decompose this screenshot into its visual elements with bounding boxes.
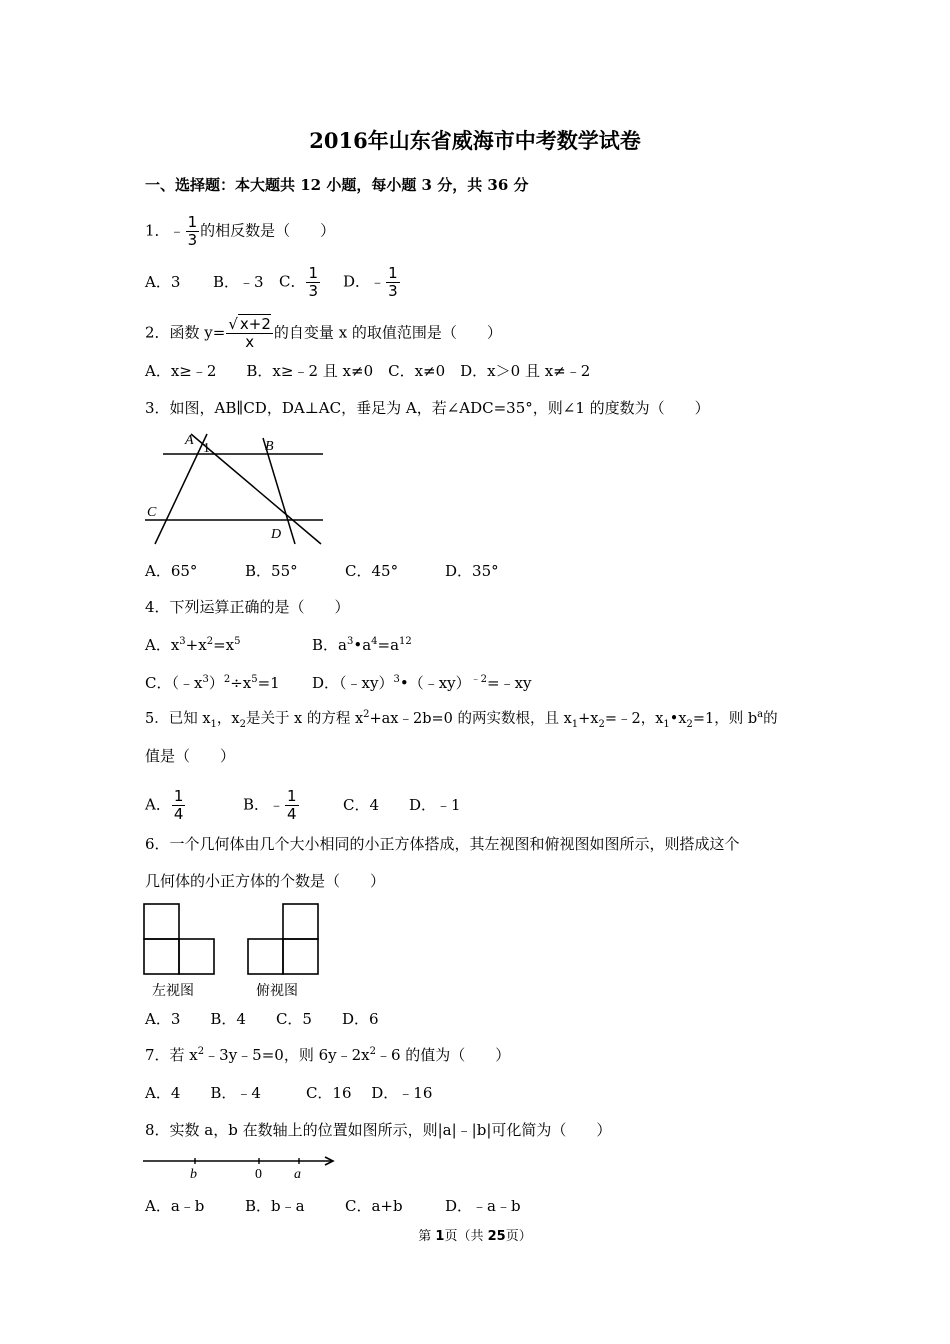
question-2 [145,316,502,351]
top-view [248,904,318,974]
q1-options [145,265,401,300]
q8-option-b: B．b﹣a [245,1197,305,1215]
q4-option-d: D．（﹣xy）$^3$•（﹣xy）$^{﹣2}$=﹣xy [312,674,532,692]
q1-option-d: D．﹣ $\frac{1}{3}$ [343,264,398,300]
q4-option-a: A．$x^3+x^2=x^5$ [145,636,241,654]
question-6: 6．一个几何体由几个大小相同的小正方体搭成，其左视图和俯视图如图所示，则搭成这个 [145,835,740,853]
q3-figure [143,430,325,548]
q1-neg: ﹣ [169,221,185,240]
page-footer: 第 1页（共 25页） [418,1229,532,1244]
q5-line2: 值是（ ） [145,747,236,765]
number-line-figure [143,1154,339,1180]
left-view-label: 左视图 [152,983,194,999]
label-a: a [294,1167,301,1180]
q1-option-c: C． $\frac{1}{3}$ [279,264,319,300]
q2-text: 的自变量 x 的取值范围是（ ） [273,323,502,342]
q3-option-a: A．65° [145,562,198,580]
q2-fraction: $\frac{√ x+2}{x}$ [228,315,271,351]
label-zero: 0 [255,1167,262,1180]
q5-option-c: C．4 [343,795,380,814]
q7-options: A．4 B．﹣4 C．16 D．﹣16 [145,1084,433,1102]
label-b: B [265,439,274,454]
q6-options: A．3 B．4 C．5 D．6 [145,1010,379,1028]
q4-options-cd [145,673,532,693]
q4-options-ab [145,635,412,655]
q1-text: 的相反数是（ ） [200,221,336,240]
q5-option-b: B．﹣ $\frac{1}{4}$ [243,787,297,823]
q1-fraction: $\frac{1}{3}$ [187,213,198,249]
top-view-label: 俯视图 [256,983,298,999]
q1-option-b: B．﹣3 [213,272,264,291]
question-1 [145,214,335,249]
total-pages: 25 [487,1229,506,1244]
q5-option-a: A． $\frac{1}{4}$ [145,787,184,823]
q5-options [145,788,461,823]
q8-options [145,1196,521,1216]
label-d: D [271,527,282,542]
section-heading: 一、选择题：本大题共 12 小题，每小题 3 分，共 36 分 [145,176,529,194]
q8-option-c: C．a+b [345,1197,403,1215]
page-title: 2016年山东省威海市中考数学试卷 [309,128,641,153]
q8-option-d: D．﹣a﹣b [445,1197,521,1215]
q3-option-b: B．55° [245,562,298,580]
q3-option-d: D．35° [445,562,499,580]
q2-options: A．x≥﹣2 B．x≥﹣2 且 x≠0 C．x≠0 D．x＞0 且 x≠﹣2 [145,362,591,380]
q3-option-c: C．45° [345,562,399,580]
q8-option-a: A．a﹣b [145,1197,205,1215]
line-ac [155,434,207,544]
current-page: 1 [435,1229,445,1244]
left-view [144,904,214,974]
question-5: 5．已知 $x_1$，$x_2$是关于 x 的方程 $x^2+ax﹣2b=0$ 的两实数根，且 $x_1+x_2=﹣2$，$x_1•x_2=1$，则 $b^a$的 [145,709,778,730]
q1-option-a: A．3 [145,272,181,291]
q6-figure [140,900,330,1000]
q3-options [145,561,499,581]
q6-line2: 几何体的小正方体的个数是（ ） [145,872,386,890]
label-c: C [147,505,157,520]
label-a: A [185,433,194,448]
line-ad [191,434,321,544]
q5-option-d: D．﹣1 [409,795,461,814]
question-3: 3．如图，AB∥CD，DA⊥AC，垂足为 A，若∠ADC=35°，则∠1 的度数为（ ） [145,399,710,417]
question-4: 4．下列运算正确的是（ ） [145,598,350,616]
label-b: b [190,1167,197,1180]
question-7: 7．若 $x^2﹣3y﹣5=0$，则 $6y﹣2x^2﹣6$ 的值为（ ） [145,1046,511,1064]
q1-number: 1． [145,221,170,240]
label-1: 1 [203,441,210,456]
q4-option-b: B．$a^3•a^4=a^{12}$ [312,636,412,654]
q2-number: 2．函数 y= [145,323,226,342]
q4-option-c: C．$(﹣x^3)^2\div x^5=1$ [145,674,280,692]
question-8: 8．实数 a，b 在数轴上的位置如图所示，则|a|﹣|b|可化简为（ ） [145,1121,612,1139]
